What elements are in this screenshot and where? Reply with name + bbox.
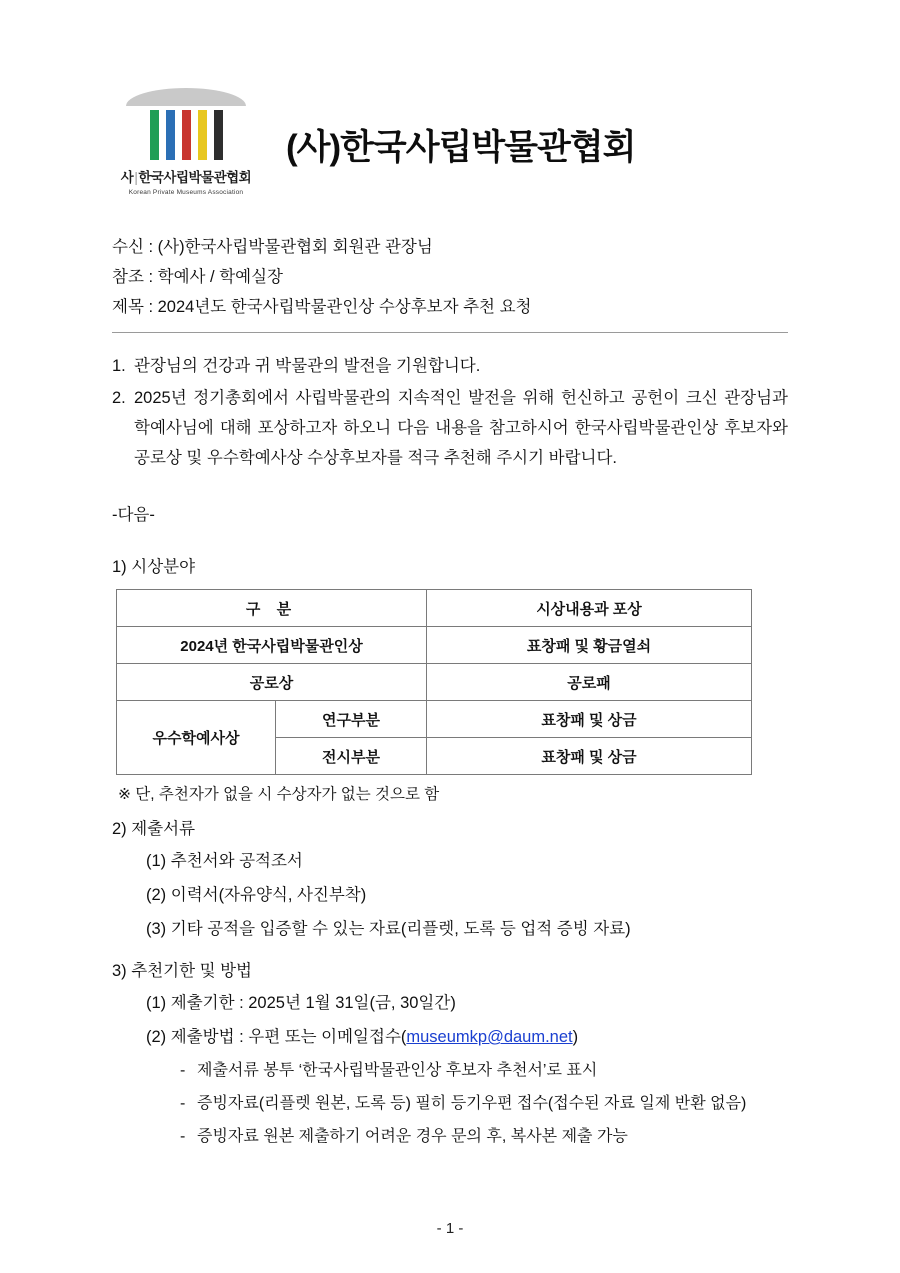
table-cell-award-sub: 연구부분: [276, 701, 427, 738]
awards-table: [116, 589, 752, 775]
table-row: [117, 664, 752, 701]
logo-bar-green: [150, 110, 159, 160]
page-number: - 1 -: [436, 1220, 464, 1237]
table-cell-award-name: 우수학예사상: [117, 701, 276, 775]
logo-bars: [150, 110, 223, 160]
logo-bar-blue: [166, 110, 175, 160]
association-logo: [112, 88, 260, 196]
section-3-subitem-3: [180, 1120, 788, 1153]
table-cell-award-reward: 표창패 및 상금: [427, 701, 752, 738]
table-cell-award-sub: 전시부분: [276, 738, 427, 775]
table-header-row: [117, 590, 752, 627]
section-3-subitem-1: [180, 1054, 788, 1087]
logo-text-sub: Korean Private Museums Association: [128, 189, 244, 196]
section-3-subitem-3-text: 증빙자료 원본 제출하기 어려운 경우 문의 후, 복사본 제출 가능: [197, 1128, 628, 1145]
logo-bar-black: [214, 110, 223, 160]
body-item-2-text: 2025년 정기총회에서 사립박물관의 지속적인 발전을 위해 헌신하고 공헌이 크신 관장님과 학예사님에 대해 포상하고자 하오니 다음 내용을 참고하시어 한국사립박물관인상 후보자와 공로상 및 우수학예사상 수상후보자를 적극 추천해 주시기 바랍니다.: [134, 389, 788, 467]
logo-bar-yellow: [198, 110, 207, 160]
logo-text-right: 한국사립박물관협회: [138, 170, 252, 185]
table-cell-award-reward: 공로패: [427, 664, 752, 701]
body-item-2-marker: 2.: [112, 389, 126, 407]
email-link[interactable]: museumkp@daum.net: [406, 1028, 573, 1046]
logo-text-separator: |: [134, 170, 138, 185]
logo-arc-shape: [126, 88, 246, 106]
section-2-item-2: (2) 이력서(자유양식, 사진부착): [146, 886, 367, 904]
dash-marker: -: [180, 1062, 186, 1079]
section-2-item-1: (1) 추천서와 공적조서: [146, 852, 303, 870]
body-item-1-marker: 1.: [112, 357, 126, 375]
table-header-reward: 시상내용과 포상: [427, 590, 752, 627]
section-3-title: 3) 추천기한 및 방법: [112, 962, 252, 980]
logo-text-main: [121, 166, 251, 186]
body-item-1-text: 관장님의 건강과 귀 박물관의 발전을 기원합니다.: [134, 357, 481, 375]
header-divider: [112, 332, 788, 333]
table-cell-award-reward: 표창패 및 상금: [427, 738, 752, 775]
section-3-item-2: [146, 1020, 788, 1054]
page-title: (사)한국사립박물관협회: [286, 128, 636, 167]
section-3-subitem-2: [180, 1087, 788, 1120]
next-marker: -다음-: [112, 506, 155, 524]
section-2-item-3: (3) 기타 공적을 입증할 수 있는 자료(리플렛, 도록 등 업적 증빙 자료): [146, 920, 631, 938]
meta-cc: 참조 : 학예사 / 학예실장: [112, 268, 283, 286]
section-3-item-2-prefix: (2) 제출방법 : 우편 또는 이메일접수(: [146, 1028, 407, 1046]
table-header-category: 구 분: [117, 590, 427, 627]
table-row: [117, 627, 752, 664]
section-2-title: 2) 제출서류: [112, 820, 196, 838]
dash-marker: -: [180, 1128, 186, 1145]
dash-marker: -: [180, 1095, 186, 1112]
meta-subject: 제목 : 2024년도 한국사립박물관인상 수상후보자 추천 요청: [112, 298, 532, 316]
section-3-item-2-suffix: ): [572, 1028, 579, 1046]
section-3-subitem-2-text: 증빙자료(리플렛 원본, 도록 등) 필히 등기우편 접수(접수된 자료 일제 반환 없음): [197, 1095, 747, 1112]
logo-text-left: 사: [120, 170, 134, 185]
table-cell-award-name: 2024년 한국사립박물관인상: [117, 627, 427, 664]
logo-bar-red: [182, 110, 191, 160]
table-cell-award-name: 공로상: [117, 664, 427, 701]
section-1-title: 1) 시상분야: [112, 558, 196, 576]
table-cell-award-reward: 표창패 및 황금열쇠: [427, 627, 752, 664]
body-item-2: [112, 383, 788, 473]
document-body: [112, 351, 788, 473]
document-header: [112, 0, 788, 196]
body-item-1: [112, 351, 788, 381]
table-row: [117, 701, 752, 738]
table-note: ※ 단, 추천자가 없을 시 수상자가 없는 것으로 함: [118, 786, 440, 803]
meta-recipient: 수신 : (사)한국사립박물관협회 회원관 관장님: [112, 238, 433, 256]
section-3-item-1: (1) 제출기한 : 2025년 1월 31일(금, 30일간): [146, 994, 456, 1012]
section-3-subitem-1-text: 제출서류 봉투 ‘한국사립박물관인상 후보자 추천서’로 표시: [197, 1062, 598, 1079]
document-meta: [112, 232, 788, 322]
